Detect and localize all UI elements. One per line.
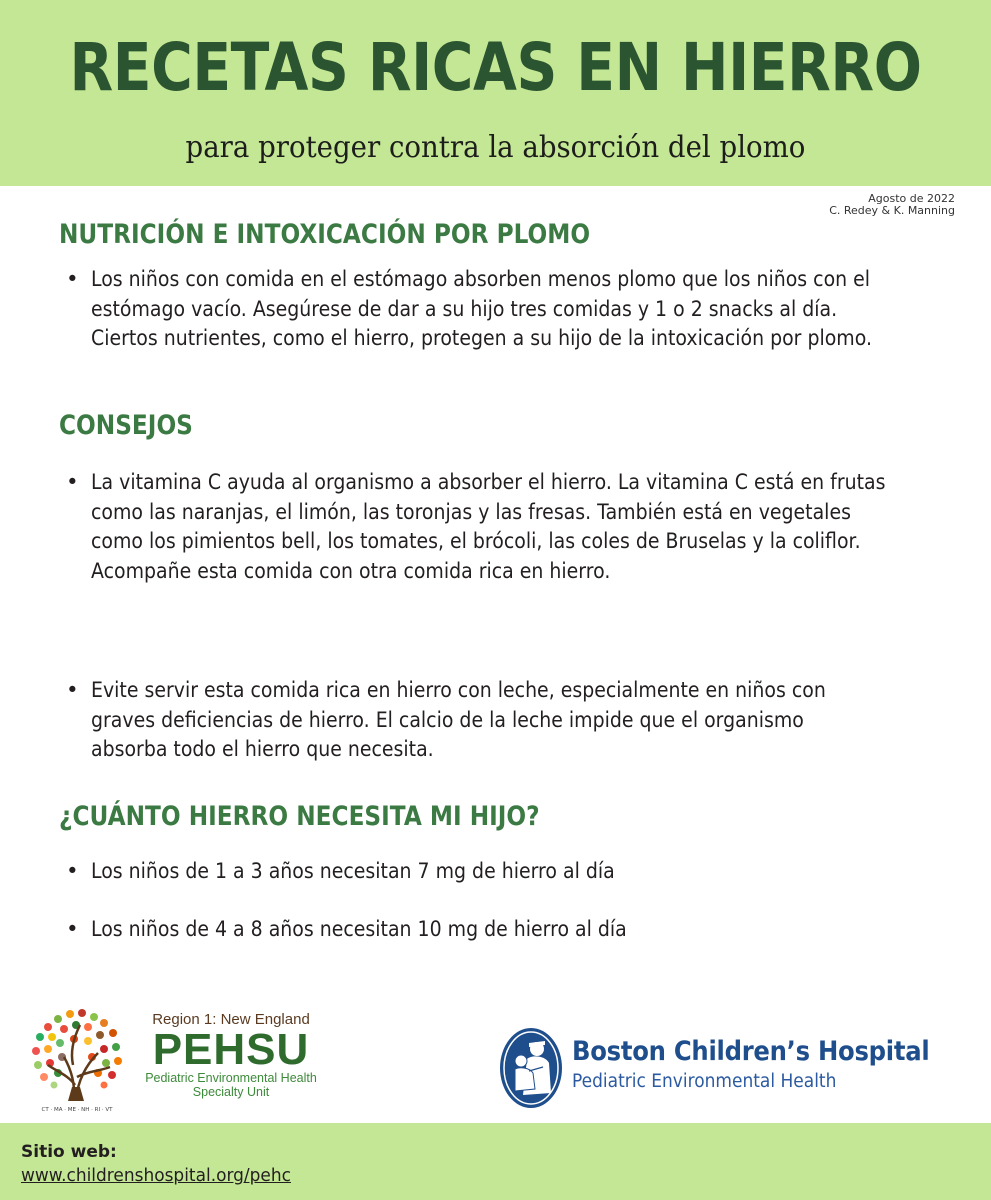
section-title-cuanto-hierro: ¿CUÁNTO HIERRO NECESITA MI HIJO? [59, 801, 540, 832]
website-label: Sitio web: [21, 1142, 117, 1162]
list-item [66, 676, 896, 765]
bch-name: Boston Children’s Hospital [572, 1036, 930, 1067]
list-item [66, 857, 896, 887]
pehsu-name: PEHSU [152, 1025, 310, 1074]
document-meta [829, 193, 955, 217]
bullet-text: La vitamina C ayuda al organismo a absorber el hierro. La vitamina C está en frutas como las naranjas, el limón, las toronjas y las fresas. También está en vegetales como los pimientos bell, los tomates, el brócoli, las coles de Bruselas y la coliflor. Acompañe esta comida con otra comida rica en hierro. [91, 470, 886, 584]
section-title-consejos: CONSEJOS [59, 410, 193, 441]
website-link[interactable]: www.childrenshospital.org/pehc [21, 1166, 291, 1186]
section-title-nutricion: NUTRICIÓN E INTOXICACIÓN POR PLOMO [59, 219, 591, 250]
header-band [0, 0, 991, 186]
authors-text: C. Redey & K. Manning [829, 204, 955, 217]
bullet-icon: • [66, 267, 79, 292]
bullet-text: Los niños con comida en el estómago absorben menos plomo que los niños con el estómago vacío. Asegúrese de dar a su hijo tres comidas y 1 o 2 snacks al día. Ciertos nutrientes, como el hierro, protegen a su hijo de la intoxicación por plomo. [91, 267, 872, 351]
pehsu-subtitle-2: Specialty Unit [192, 1085, 270, 1099]
pehsu-region: Region 1: New England [152, 1011, 310, 1028]
list-item [66, 915, 896, 945]
tree-of-hands-icon [28, 1005, 126, 1113]
bullet-icon: • [66, 917, 79, 942]
bullet-text: Los niños de 1 a 3 años necesitan 7 mg de hierro al día [91, 859, 615, 884]
date-text: Agosto de 2022 [868, 192, 955, 205]
bullet-icon: • [66, 678, 79, 703]
bullet-text: Evite servir esta comida rica en hierro con leche, especialmente en niños con graves deficiencias de hierro. El calcio de la leche impide que el organismo absorba todo el hierro que necesita. [91, 678, 826, 762]
page-title: RECETAS RICAS EN HIERRO [69, 29, 922, 106]
bullet-icon: • [66, 470, 79, 495]
mother-child-seal-icon [499, 1027, 563, 1109]
list-item [66, 468, 896, 586]
svg-text:CT · MA · ME · NH · RI · VT: CT · MA · ME · NH · RI · VT [41, 1107, 113, 1113]
list-item [66, 265, 896, 354]
bch-logo [499, 1027, 969, 1112]
bullet-text: Los niños de 4 a 8 años necesitan 10 mg de hierro al día [91, 917, 627, 942]
pehsu-logo [28, 1005, 328, 1115]
pehsu-wordmark [136, 1011, 326, 1099]
pehsu-subtitle-1: Pediatric Environmental Health [145, 1071, 317, 1085]
footer-band [0, 1123, 991, 1200]
bch-subtitle: Pediatric Environmental Health [572, 1071, 837, 1092]
page-subtitle: para proteger contra la absorción del plomo [185, 130, 806, 165]
bullet-icon: • [66, 859, 79, 884]
